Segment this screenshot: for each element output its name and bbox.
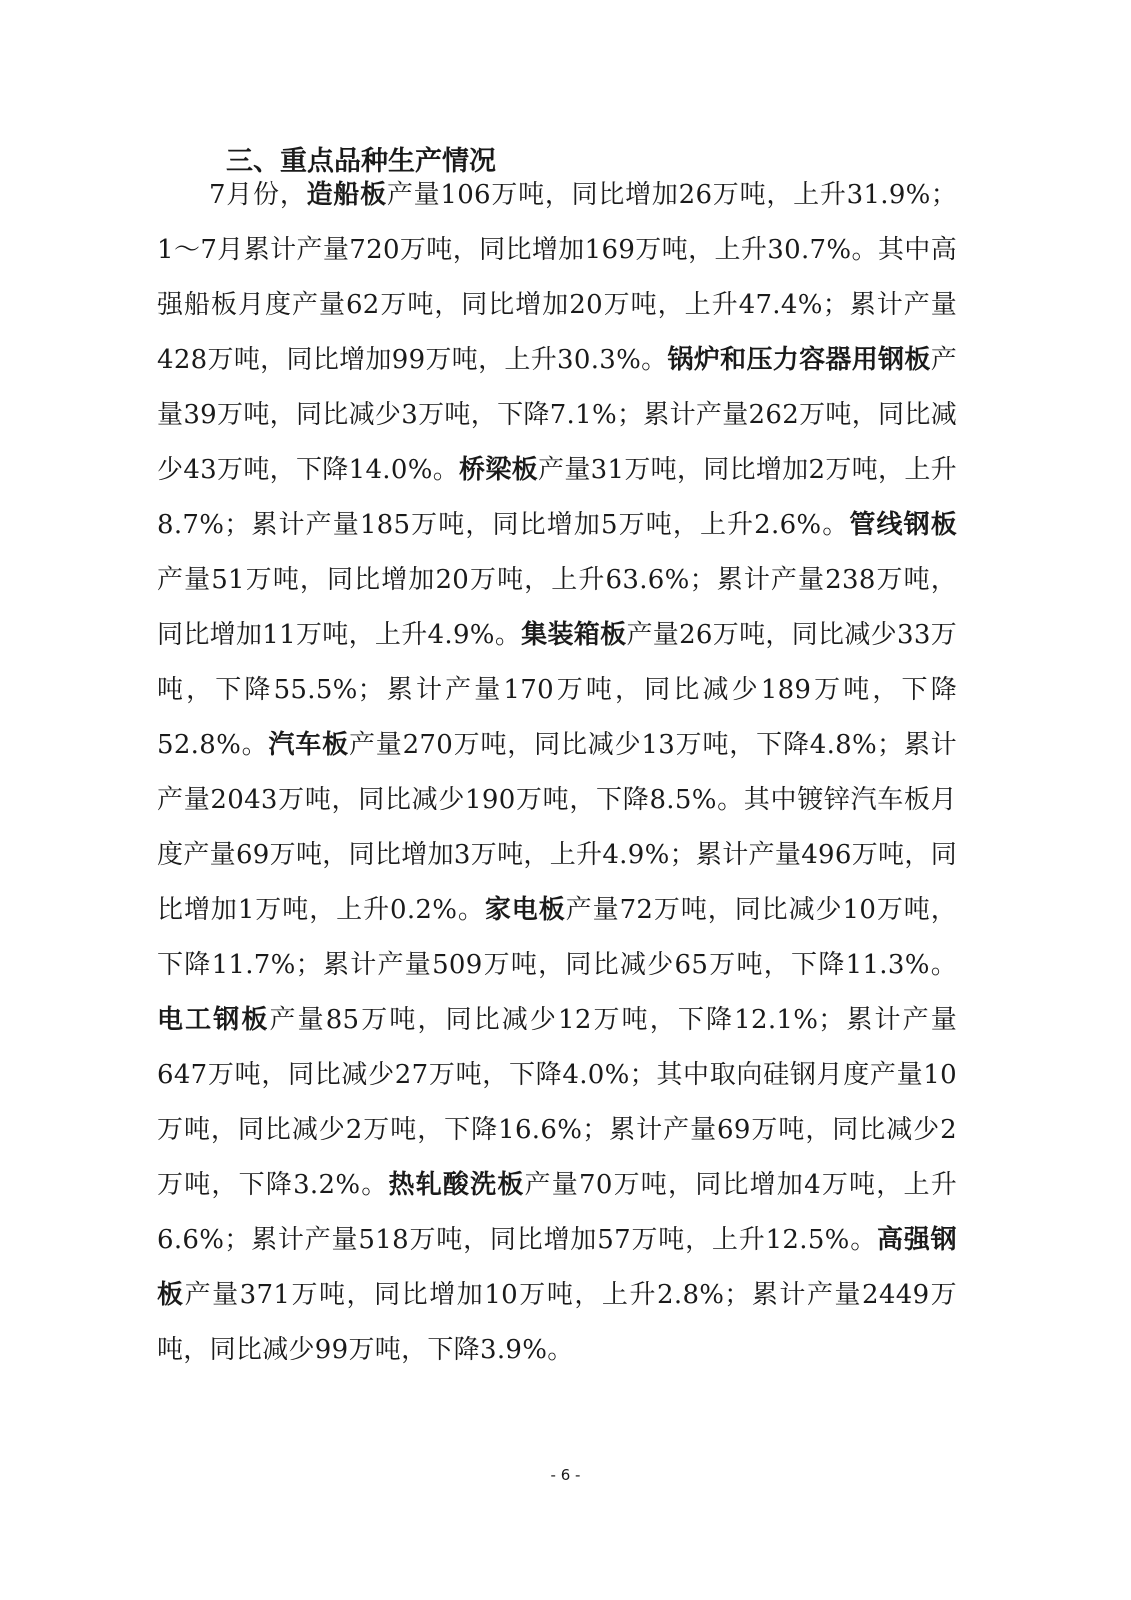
product-name: 造船板 [306, 180, 387, 210]
product-name: 桥梁板 [459, 455, 538, 485]
text-run: 产量39万吨，同比减少3万吨，下降7.1%；累计产量262万吨，同比减少43万吨，下降14.0%。 [157, 345, 957, 485]
product-name: 集装箱板 [521, 620, 627, 650]
product-name: 电工钢板 [157, 1005, 270, 1035]
product-name: 家电板 [484, 895, 566, 925]
product-name: 热轧酸洗板 [388, 1170, 525, 1200]
text-run: 产量270万吨，同比减少13万吨，下降4.8%；累计产量2043万吨，同比减少190万吨，下降8.5%。其中镀锌汽车板月度产量69万吨，同比增加3万吨，上升4.9%；累计产量496万吨，同比增加1万吨，上升0.2%。 [157, 730, 957, 925]
text-run: 产量106万吨，同比增加26万吨，上升31.9%；1～7月累计产量720万吨，同比增加169万吨，上升30.7%。其中高强船板月度产量62万吨，同比增加20万吨，上升47.4%；累计产量428万吨，同比增加99万吨，上升30.3%。 [157, 180, 957, 375]
text-run: 产量26万吨，同比减少33万吨，下降55.5%；累计产量170万吨，同比减少189万吨，下降52.8%。 [157, 620, 957, 760]
text-run: 产量51万吨，同比增加20万吨，上升63.6%；累计产量238万吨，同比增加11万吨，上升4.9%。 [157, 565, 957, 650]
text-run: 产量85万吨，同比减少12万吨，下降12.1%；累计产量647万吨，同比减少27万吨，下降4.0%；其中取向硅钢月度产量10万吨，同比减少2万吨，下降16.6%；累计产量69万吨，同比减少2万吨，下降3.2%。 [157, 1005, 958, 1200]
text-run: 7月份， [209, 180, 307, 210]
page-number: - 6 - [550, 1466, 581, 1484]
text-run: 产量70万吨，同比增加4万吨，上升6.6%；累计产量518万吨，同比增加57万吨，上升12.5%。 [157, 1170, 957, 1255]
product-name: 锅炉和压力容器用钢板 [667, 345, 931, 375]
section-heading: 三、重点品种生产情况 [226, 146, 496, 177]
text-run: 产量31万吨，同比增加2万吨，上升8.7%；累计产量185万吨，同比增加5万吨，上升2.6%。 [157, 455, 957, 540]
text-run: 产量371万吨，同比增加10万吨，上升2.8%；累计产量2449万吨，同比减少99万吨，下降3.9%。 [157, 1280, 957, 1365]
product-name: 汽车板 [268, 730, 349, 760]
text-run: 产量72万吨，同比减少10万吨，下降11.7%；累计产量509万吨，同比减少65万吨，下降11.3%。 [157, 895, 957, 980]
product-name: 管线钢板 [849, 510, 957, 540]
body-paragraph [157, 168, 957, 1378]
product-name: 高强钢板 [157, 1225, 957, 1310]
